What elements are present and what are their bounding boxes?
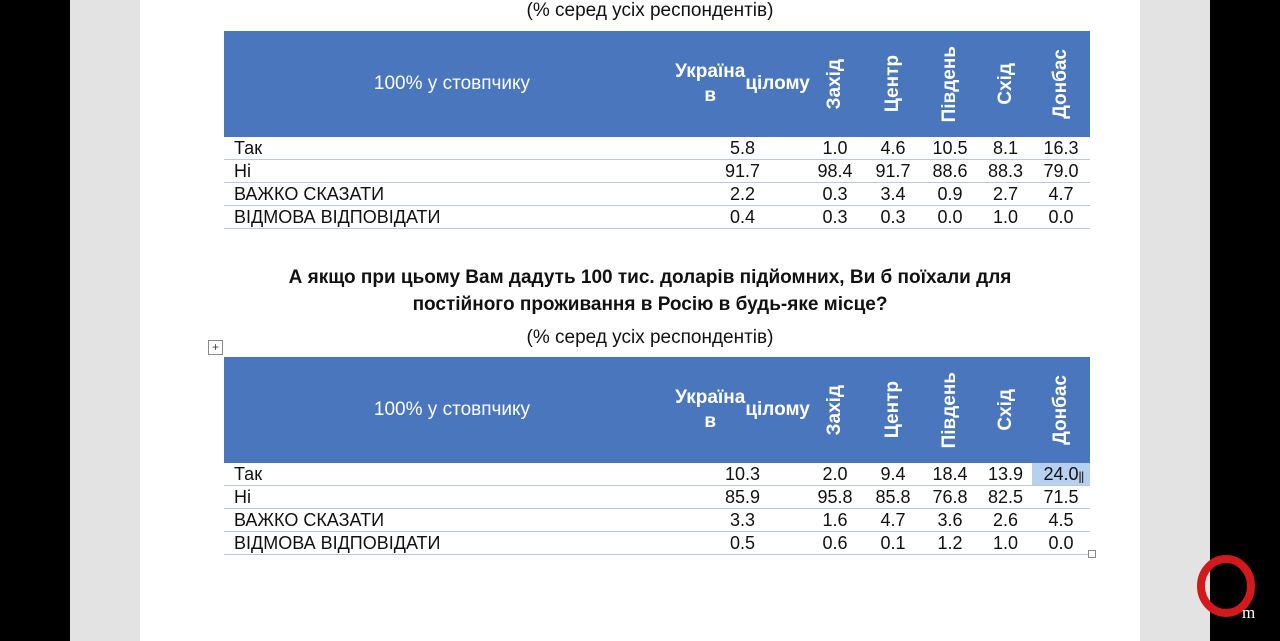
table-cell[interactable]: 8.1 <box>992 138 1019 158</box>
header-region-donbas: Донбас <box>1050 49 1071 119</box>
table-cell[interactable]: 3.4 <box>880 184 906 204</box>
row-label: Так <box>234 138 263 158</box>
table-cell[interactable]: 0.4 <box>729 207 756 227</box>
table-cell[interactable]: 4.5 <box>1048 510 1074 530</box>
column-resize-cursor-icon: ‖ <box>1078 470 1085 487</box>
question-line-1: А якщо при цьому Вам дадуть 100 тис. доларів підйомних, Ви б поїхали для <box>288 267 1012 288</box>
header-label: 100% у стовпчику <box>373 73 531 94</box>
table-cell[interactable]: 3.6 <box>937 510 963 530</box>
table-cell[interactable]: 16.3 <box>1043 138 1079 158</box>
header-region-east: Схід <box>994 389 1016 431</box>
table-cell[interactable]: 0.0 <box>1048 533 1074 553</box>
table-header <box>224 357 1090 463</box>
table-cell[interactable]: 4.6 <box>880 138 906 158</box>
move-table-icon[interactable]: + <box>208 340 223 355</box>
table-cell[interactable]: 1.0 <box>992 533 1019 553</box>
row-label: Так <box>234 464 263 484</box>
table-cell[interactable]: 2.0 <box>822 464 848 484</box>
table-body <box>224 463 1090 555</box>
row-no[interactable] <box>224 486 1090 509</box>
row-label: Ні <box>234 487 251 507</box>
table-cell[interactable]: 0.9 <box>937 184 963 204</box>
row-label: ВІДМОВА ВІДПОВІДАТИ <box>234 207 441 227</box>
table1-subtitle: (% серед усіх респондентів) <box>526 0 774 21</box>
right-frame <box>1210 0 1280 641</box>
table-cell[interactable]: 79.0 <box>1043 161 1079 181</box>
table-cell[interactable]: 0.6 <box>822 533 848 553</box>
table-cell[interactable]: 71.5 <box>1043 487 1079 507</box>
svg-text:m: m <box>1242 603 1256 622</box>
table-cell[interactable]: 0.1 <box>880 533 906 553</box>
table-cell[interactable]: 4.7 <box>1048 184 1074 204</box>
table-cell[interactable]: 88.3 <box>987 161 1024 181</box>
table-cell[interactable]: 9.4 <box>880 464 906 484</box>
table-2[interactable] <box>224 357 1090 555</box>
table-cell[interactable]: 85.9 <box>724 487 761 507</box>
row-refusal[interactable] <box>224 532 1090 555</box>
table-header <box>224 31 1090 137</box>
table-cell[interactable]: 0.0 <box>1048 207 1074 227</box>
table-cell[interactable]: 2.7 <box>992 184 1019 204</box>
row-label: ВАЖКО СКАЗАТИ <box>234 184 385 204</box>
header-region-east: Схід <box>994 63 1016 105</box>
row-no[interactable] <box>224 160 1090 183</box>
table-cell[interactable]: 95.8 <box>817 487 853 507</box>
table-cell[interactable]: 0.3 <box>880 207 906 227</box>
table-cell[interactable]: 76.8 <box>932 487 968 507</box>
table-cell[interactable]: 1.2 <box>937 533 963 553</box>
table-cell[interactable]: 82.5 <box>987 487 1024 507</box>
header-ukraine: Україна в цілому <box>675 387 810 432</box>
header-region-south: Південь <box>939 45 960 123</box>
row-hard-to-say[interactable] <box>224 509 1090 532</box>
row-yes[interactable] <box>224 463 1090 486</box>
table-cell[interactable]: 2.2 <box>729 184 756 204</box>
table-cell[interactable]: 85.8 <box>875 487 911 507</box>
table-cell[interactable]: 88.6 <box>932 161 968 181</box>
table2-subtitle: (% серед усіх респондентів) <box>526 327 774 348</box>
table-1[interactable] <box>224 31 1090 229</box>
table-cell[interactable]: 91.7 <box>875 161 911 181</box>
table-cell[interactable]: 2.6 <box>992 510 1019 530</box>
row-label: Ні <box>234 161 251 181</box>
table-cell[interactable]: 0.3 <box>822 184 848 204</box>
table-cell[interactable]: 4.7 <box>880 510 906 530</box>
table-cell[interactable]: 0.0 <box>937 207 963 227</box>
table-cell[interactable]: 5.8 <box>729 138 756 158</box>
table-cell[interactable]: 91.7 <box>724 161 761 181</box>
header-region-center: Центр <box>882 55 903 113</box>
table-cell[interactable]: 98.4 <box>817 161 853 181</box>
table-cell[interactable]: 1.6 <box>822 510 848 530</box>
header-region-south: Південь <box>939 371 960 449</box>
header-region-donbas: Донбас <box>1050 375 1071 445</box>
table-cell[interactable]: 24.0 <box>1032 463 1090 485</box>
row-label: ВІДМОВА ВІДПОВІДАТИ <box>234 533 441 553</box>
header-region-west: Захід <box>824 384 845 436</box>
question-line-2: постійного проживання в Росію в будь-яке місце? <box>412 294 888 315</box>
row-hard-to-say[interactable] <box>224 183 1090 206</box>
table-cell[interactable]: 0.5 <box>729 533 756 553</box>
table-cell[interactable]: 0.3 <box>822 207 848 227</box>
table-cell[interactable]: 10.5 <box>932 138 968 158</box>
table-body <box>224 137 1090 229</box>
row-yes[interactable] <box>224 137 1090 160</box>
table-cell[interactable]: 18.4 <box>932 464 968 484</box>
left-frame <box>0 0 70 641</box>
table-cell[interactable]: 10.3 <box>724 464 761 484</box>
header-region-west: Захід <box>824 58 845 110</box>
header-region-center: Центр <box>882 381 903 439</box>
table-cell[interactable]: 1.0 <box>992 207 1019 227</box>
header-ukraine: Україна в цілому <box>675 61 810 106</box>
resize-handle-icon[interactable] <box>1088 550 1096 558</box>
table-cell[interactable]: 13.9 <box>987 464 1024 484</box>
row-refusal[interactable] <box>224 206 1090 229</box>
channel-logo-icon <box>1196 552 1266 622</box>
header-label: 100% у стовпчику <box>373 399 531 420</box>
table-cell[interactable]: 3.3 <box>729 510 756 530</box>
table-cell[interactable]: 1.0 <box>822 138 848 158</box>
row-label: ВАЖКО СКАЗАТИ <box>234 510 385 530</box>
